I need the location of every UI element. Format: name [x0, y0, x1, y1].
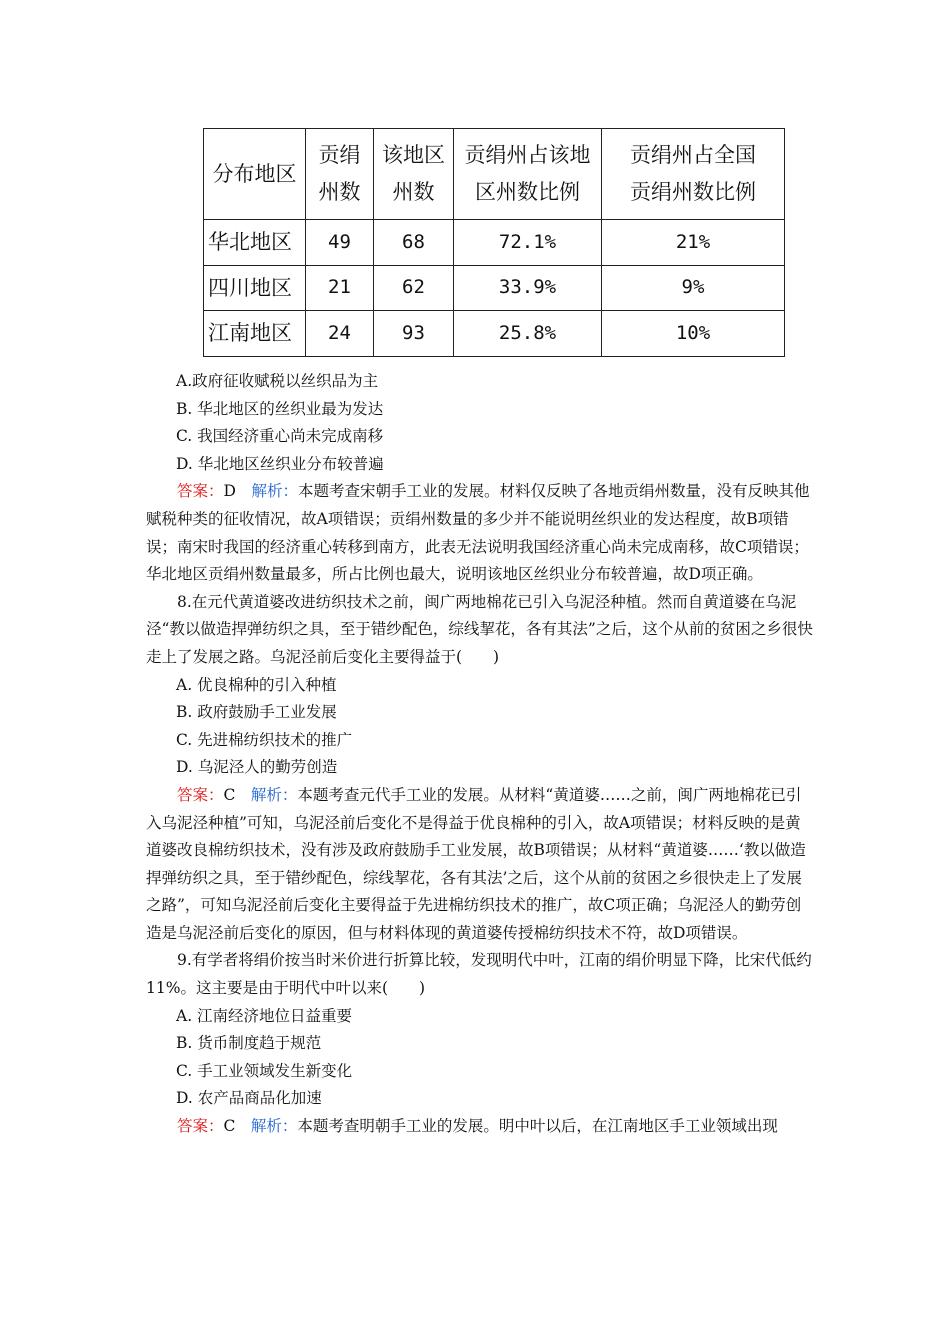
q9-option-b: B. 货币制度趋于规范: [176, 1034, 322, 1053]
analysis-text: 本题考查元代手工业的发展。从材料“黄道婆……之前，闽广两地棉花已引入乌泥泾种植”可知，乌泥泾前后变化不是得益于优良棉种的引入，故A项错误；材料反映的是黄道婆改良棉纺织技术，没有涉及政府鼓励手工业发展，故B项错误；从材料“黄道婆……‘教以做造捍弹纺织之具，至于错纱配色，综线挈花，各有其法’之后，这个从前的贫困之乡很快走上了发展之路”，可知乌泥泾前后变化主要得益于先进棉纺织技术的推广，故C项正确；乌泥泾人的勤劳创造是乌泥泾前后变化的原因，但与材料体现的黄道婆传授棉纺织技术不符，故D项错误。: [146, 785, 806, 942]
answer-value: C: [223, 1117, 236, 1136]
answer-label: 答案：: [177, 1117, 224, 1136]
table-cell: 10%: [602, 311, 785, 357]
q7-option-a: A.政府征收赋税以丝织品为主: [176, 372, 379, 390]
answer-value: C: [223, 785, 236, 804]
analysis-text: 本题考查宋朝手工业的发展。材料仅反映了各地贡绢州数量，没有反映其他赋税种类的征收情况，故A项错误；贡绢州数量的多少并不能说明丝织业的发达程度，故B项错误；南宋时我国的经济重心转移到南方，此表无法说明我国经济重心尚未完成南移，故C项错误；华北地区贡绢州数量最多，所占比例也最大，说明该地区丝织业分布较普遍，故D项正确。: [146, 482, 810, 584]
table-header-row: [204, 129, 785, 220]
q9-option-d: D. 农产品商品化加速: [176, 1089, 322, 1108]
header-cell: 分布地区: [204, 129, 306, 220]
q8-answer-block: [146, 782, 814, 948]
table-cell: 9%: [602, 265, 785, 311]
q7-answer-block: [146, 478, 814, 588]
q8-option-c: C. 先进棉纺织技术的推广: [176, 730, 353, 749]
region-cell: 华北地区: [204, 220, 306, 266]
q9-answer-block: [146, 1113, 814, 1141]
header-cell: 该地区 州数: [374, 129, 454, 220]
table-row: [204, 311, 785, 357]
data-table: [203, 128, 785, 357]
analysis-label: 解析：: [250, 785, 298, 804]
region-cell: 江南地区: [204, 311, 306, 357]
analysis-label: 解析：: [251, 482, 298, 501]
q8-stem: 8.在元代黄道婆改进纺织技术之前，闽广两地棉花已引入乌泥泾种植。然而自黄道婆在乌泥泾“教以做造捍弹纺织之具，至于错纱配色，综线挈花，各有其法”之后，这个从前的贫困之乡很快走上了发展之路。乌泥泾前后变化主要得益于( ): [146, 592, 813, 666]
question-content: [146, 368, 814, 1141]
analysis-label: 解析：: [250, 1117, 298, 1136]
q8-option-a: A. 优良棉种的引入种植: [176, 675, 337, 694]
header-cell: 贡绢 州数: [306, 129, 374, 220]
header-cell: 贡绢州占全国 贡绢州数比例: [602, 129, 785, 220]
table-row: [204, 265, 785, 311]
table-cell: 21: [306, 265, 374, 311]
table-cell: 93: [374, 311, 454, 357]
q8-option-d: D. 乌泥泾人的勤劳创造: [176, 758, 338, 777]
table-cell: 21%: [602, 220, 785, 266]
q9-stem: 9.有学者将绢价按当时米价进行折算比较，发现明代中叶，江南的绢价明显下降，比宋代低约11%。这主要是由于明代中叶以来( ): [146, 951, 812, 998]
table-cell: 68: [374, 220, 454, 266]
table-cell: 62: [374, 265, 454, 311]
answer-value: D: [223, 482, 236, 501]
q7-option-d: D. 华北地区丝织业分布较普遍: [176, 454, 384, 473]
q7-option-b: B. 华北地区的丝织业最为发达: [176, 399, 384, 418]
header-cell: 贡绢州占该地 区州数比例: [454, 129, 602, 220]
q9-option-a: A. 江南经济地位日益重要: [176, 1006, 353, 1025]
answer-label: 答案：: [177, 785, 224, 804]
analysis-text: 本题考查明朝手工业的发展。明中叶以后，在江南地区手工业领域出现: [297, 1117, 778, 1136]
table-row: [204, 220, 785, 266]
table-cell: 25.8%: [454, 311, 602, 357]
table-cell: 33.9%: [454, 265, 602, 311]
table-cell: 49: [306, 220, 374, 266]
table-cell: 72.1%: [454, 220, 602, 266]
table-cell: 24: [306, 311, 374, 357]
q7-option-c: C. 我国经济重心尚未完成南移: [176, 427, 384, 446]
region-cell: 四川地区: [204, 265, 306, 311]
q9-option-c: C. 手工业领域发生新变化: [176, 1061, 353, 1080]
answer-label: 答案：: [177, 482, 224, 501]
q8-option-b: B. 政府鼓励手工业发展: [176, 703, 337, 722]
